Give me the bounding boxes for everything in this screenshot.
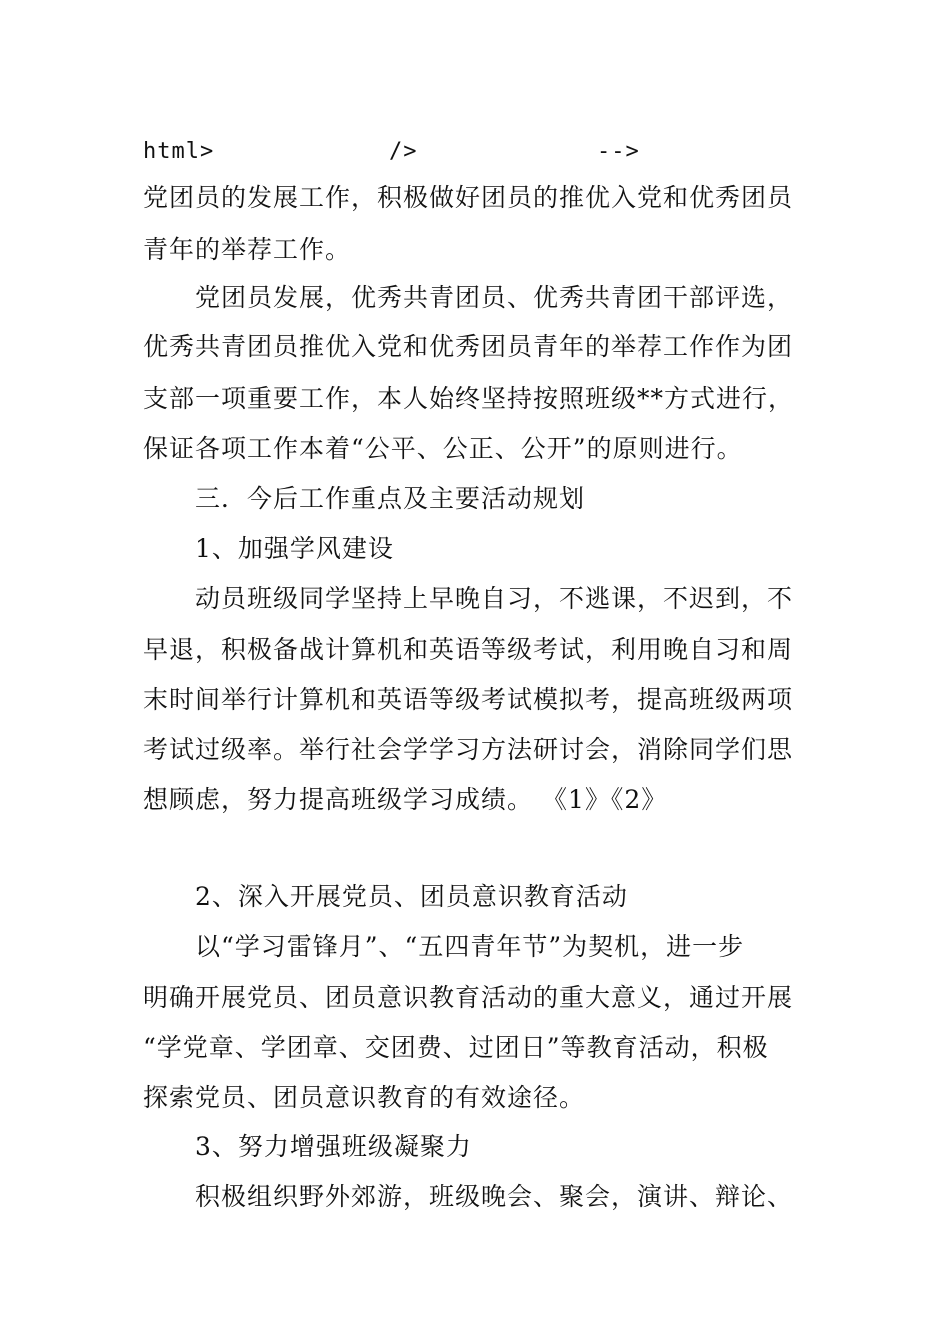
html-artifact-text: --> — [597, 139, 640, 164]
body-text-line: 探索党员、团员意识教育的有效途径。 — [143, 1083, 586, 1112]
body-text-line: 早退，积极备战计算机和英语等级考试，利用晚自习和周 — [143, 635, 794, 664]
subsection-heading: 3、努力增强班级凝聚力 — [195, 1132, 472, 1161]
body-text-line: 青年的举荐工作。 — [143, 235, 352, 264]
body-text-line: 想顾虑，努力提高班级学习成绩。 《1》《2》 — [143, 785, 668, 814]
body-text-line: 以“学习雷锋月”、“五四青年节”为契机，进一步 — [195, 932, 745, 961]
subsection-heading: 2、深入开展党员、团员意识教育活动 — [195, 882, 628, 911]
body-text-line: 明确开展党员、团员意识教育活动的重大意义，通过开展 — [143, 983, 794, 1012]
body-text-line: 优秀共青团员推优入党和优秀团员青年的举荐工作作为团 — [143, 332, 794, 361]
body-text-line: 动员班级同学坚持上早晚自习，不逃课，不迟到，不 — [195, 584, 794, 613]
body-text-line: 积极组织野外郊游，班级晚会、聚会，演讲、辩论、 — [195, 1182, 794, 1211]
html-artifact-text: html> — [143, 139, 215, 164]
body-text-line: 支部一项重要工作，本人始终坚持按照班级**方式进行， — [143, 384, 795, 413]
body-text-line: 末时间举行计算机和英语等级考试模拟考，提高班级两项 — [143, 685, 794, 714]
section-heading: 三．今后工作重点及主要活动规划 — [195, 484, 586, 513]
body-text-line: 党团员发展，优秀共青团员、优秀共青团干部评选， — [195, 283, 794, 312]
body-text-line: 保证各项工作本着“公平、公正、公开”的原则进行。 — [143, 434, 743, 463]
html-artifact-text: /> — [389, 139, 418, 164]
subsection-heading: 1、加强学风建设 — [195, 534, 394, 563]
body-text-line: 考试过级率。举行社会学学习方法研讨会，消除同学们思 — [143, 735, 794, 764]
html-artifact-row — [143, 136, 803, 168]
body-text-line: 党团员的发展工作，积极做好团员的推优入党和优秀团员 — [143, 183, 794, 212]
body-text-line: “学党章、学团章、交团费、过团日”等教育活动，积极 — [143, 1033, 769, 1062]
